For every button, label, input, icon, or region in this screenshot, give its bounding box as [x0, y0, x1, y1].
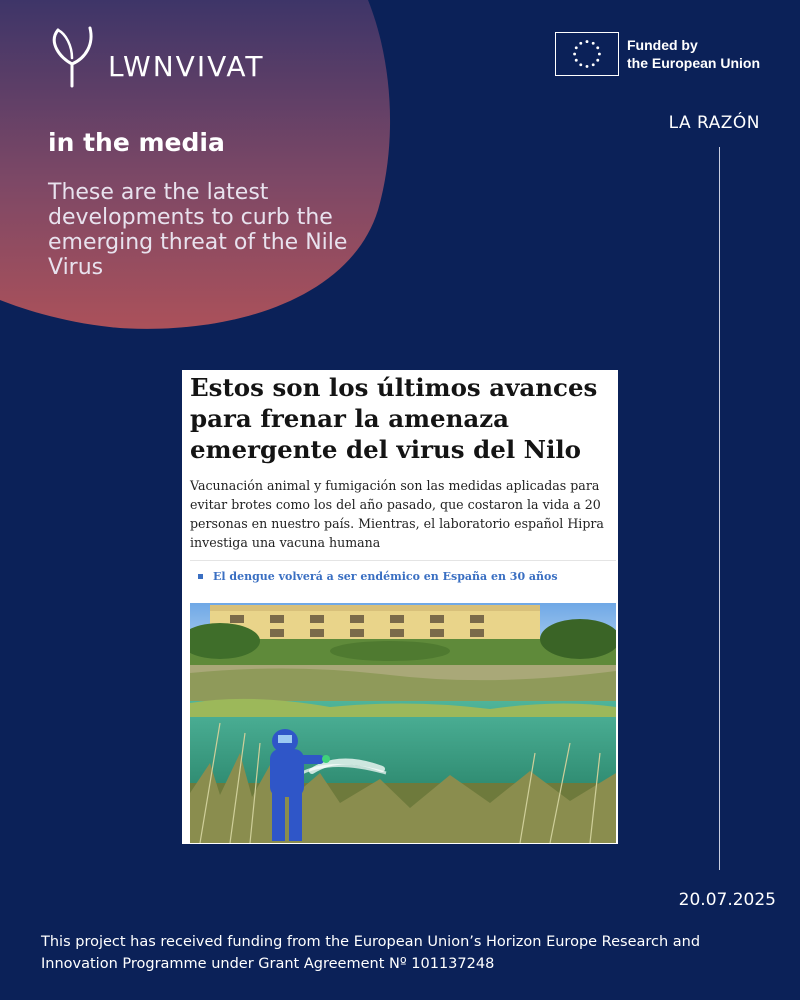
eu-funding-text: Funded by the European Union [627, 37, 760, 71]
eu-star-icon [596, 59, 599, 62]
eu-star-icon [596, 46, 599, 49]
media-source: LA RAZÓN [668, 113, 760, 133]
publication-date: 20.07.2025 [678, 890, 776, 910]
brand-logo [50, 24, 265, 90]
logo-mark-icon [50, 24, 98, 90]
eu-star-icon [586, 65, 589, 68]
page-subheading: These are the latest developments to curb the emerging threat of the Nile Virus [48, 180, 348, 280]
eu-star-icon [575, 46, 578, 49]
related-article-link[interactable] [198, 570, 558, 583]
eu-funding-badge [555, 32, 760, 76]
article-title: Estos son los últimos avances para frenar la amenaza emergente del virus del Nilo [190, 373, 598, 464]
brand-name: LWNVIVAT [108, 49, 265, 83]
article-photo [190, 603, 616, 843]
related-article-label: El dengue volverá a ser endémico en España en 30 años [213, 570, 558, 583]
bullet-icon [198, 574, 203, 579]
eu-star-icon [573, 53, 576, 56]
eu-star-icon [579, 42, 582, 45]
eu-flag-icon [555, 32, 619, 76]
eu-star-icon [598, 53, 601, 56]
eu-star-icon [592, 63, 595, 66]
divider-line [719, 147, 720, 870]
eu-star-icon [592, 42, 595, 45]
article-summary: Vacunación animal y fumigación son las medidas aplicadas para evitar brotes como los del año pasado, que costaron la vida a 20 personas en nuestro país. Mientras, el laboratorio español Hipra investiga una vacuna humana [190, 478, 604, 550]
article-screenshot [182, 370, 618, 844]
funding-disclaimer: This project has received funding from the European Union’s Horizon Europe Research and Innovation Programme under Grant Agreement Nº 101137248 [41, 934, 701, 972]
eu-star-icon [579, 63, 582, 66]
eu-star-icon [575, 59, 578, 62]
eu-star-icon [586, 40, 589, 43]
article-divider [190, 560, 616, 561]
page-heading: in the media [48, 128, 225, 157]
